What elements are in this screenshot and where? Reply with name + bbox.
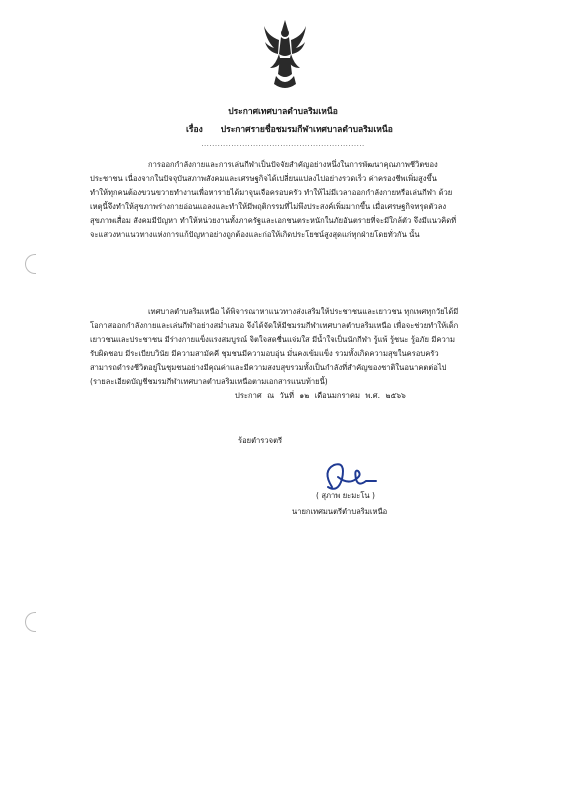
paragraph-line: ประชาชน เนื่องจากในปัจจุบันสภาพสังคมและเศรษฐกิจได้เปลี่ยนแปลงไปอย่างรวดเร็ว ค่าครองชีพเพิ่มสูงขึ้น — [90, 174, 437, 183]
subject-line — [186, 122, 393, 136]
paragraph-line: โอกาสออกกำลังกายและเล่นกีฬาอย่างสม่ำเสมอ จึงได้จัดให้มีชมรมกีฬาเทศบาลตำบลริมเหนือ เพื่อจะช่วยทำให้เด็ก — [90, 321, 459, 330]
paragraph-line: จะแสวงหาแนวทางแห่งการแก้ปัญหาอย่างถูกต้องและก่อให้เกิดประโยชน์สูงสุดแก่ทุกฝ่ายโดยทั่วกัน นั้น — [90, 230, 420, 239]
paragraph-line: เยาวชนและประชาชน มีร่างกายแข็งแรงสมบูรณ์ จิตใจสดชื่นแจ่มใส มีน้ำใจเป็นนักกีฬา รู้แพ้ รู้ชนะ รู้อภัย มีความ — [90, 335, 456, 344]
subject-text: ประกาศรายชื่อชมรมกีฬาเทศบาลตำบลริมเหนือ — [220, 125, 393, 135]
paragraph-line: สามารถดำรงชีวิตอยู่ในชุมชนอย่างมีคุณค่าและมีความสงบสุขรวมทั้งเป็นกำลังที่สำคัญของชาติในอนาคตต่อไป — [90, 363, 447, 372]
signer-name: ( สุภาพ ยะมะโน ) — [316, 491, 375, 500]
header-divider: ............................................................ — [201, 140, 365, 148]
subject-label: เรื่อง — [186, 125, 203, 135]
certification-rank: ร้อยตำรวจตรี — [238, 436, 283, 445]
signer-position: นายกเทศมนตรีตำบลริมเหนือ — [292, 507, 388, 516]
paragraph-line: ทำให้ทุกคนต้องขวนขวายทำงานเพื่อหารายได้มาจุนเจือครอบครัว ทำให้ไม่มีเวลาออกกำลังกายหรือเล่นกีฬา ด้วย — [90, 188, 453, 197]
paragraph-line: (รายละเอียดบัญชีชมรมกีฬาเทศบาลตำบลริมเหนือตามเอกสารแนบท้ายนี้) — [90, 377, 328, 386]
paragraph-line: เทศบาลตำบลริมเหนือ ได้พิจารณาหาแนวทางส่งเสริมให้ประชาชนและเยาวชน ทุกเพศทุกวัยได้มี — [148, 307, 459, 316]
paragraph-line: การออกกำลังกายและการเล่นกีฬาเป็นปัจจัยสำคัญอย่างหนึ่งในการพัฒนาคุณภาพชีวิตของ — [148, 160, 438, 169]
paragraph-1 — [90, 158, 485, 242]
announcement-date: ประกาศ ณ วันที่ ๑๒ เดือนมกราคม พ.ศ. ๒๕๖๖ — [235, 391, 406, 400]
paragraph-line: รับผิดชอบ มีระเบียบวินัย มีความสามัคคี ชุมชนมีความอบอุ่น มั่นคงเข้มแข็ง รวมทั้งเกิดความสุขในครอบครัว — [90, 349, 439, 358]
announcement-title: ประกาศเทศบาลตำบลริมเหนือ — [228, 107, 338, 117]
punch-hole-mark — [25, 612, 36, 632]
garuda-emblem-icon — [262, 18, 308, 92]
paragraph-2 — [90, 305, 485, 389]
punch-hole-mark — [25, 254, 36, 274]
paragraph-line: สุขภาพเสื่อม สังคมมีปัญหา ทำให้หน่วยงานทั้งภาครัฐและเอกชนตระหนักในภัยอันตรายที่จะมีใกล้ตัว จึงมีแนวคิดที่ — [90, 216, 457, 225]
paragraph-line: เหตุนี้จึงทำให้สุขภาพร่างกายอ่อนแอลงและทำให้มีพฤติกรรมที่ไม่พึงประสงค์เพิ่มมากขึ้น เมื่อเศรษฐกิจทรุดตัวลง — [90, 202, 447, 211]
